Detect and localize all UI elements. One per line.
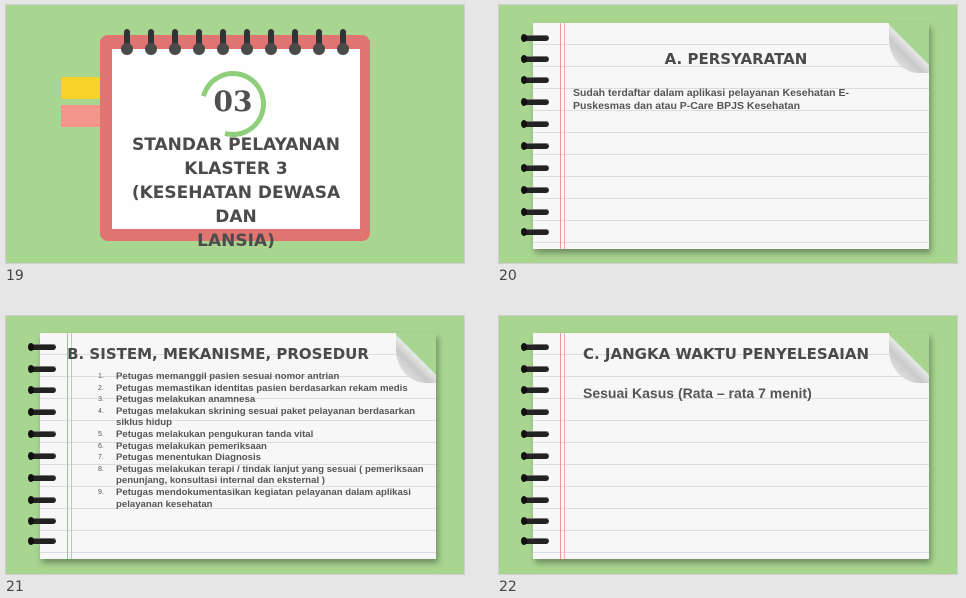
slide-title: C. JANGKA WAKTU PENYELESAIAN <box>582 345 870 363</box>
binder-ring <box>523 209 549 215</box>
binder-ring <box>523 165 549 171</box>
spiral-ring <box>340 29 346 47</box>
margin-line <box>564 333 565 559</box>
procedure-list <box>98 371 432 510</box>
spiral-ring <box>244 29 250 47</box>
list-item: Petugas memanggil pasien sesuai nomor antrian <box>116 371 340 382</box>
slide-thumbnail-19[interactable] <box>6 5 464 263</box>
slide-number: 21 <box>6 579 24 595</box>
spiral-ring <box>220 29 226 47</box>
binder-ring <box>523 518 549 524</box>
binder-ring <box>30 409 56 415</box>
notebook-paper <box>533 23 929 249</box>
slide-number: 19 <box>6 268 24 284</box>
binder-ring <box>523 387 549 393</box>
title-line: LANSIA) <box>197 231 275 251</box>
slide-thumbnail-22[interactable] <box>499 316 957 574</box>
slide-title: B. SISTEM, MEKANISME, PROSEDUR <box>67 345 369 363</box>
title-line: KLASTER 3 <box>184 159 288 179</box>
list-item: Petugas memastikan identitas pasien berdasarkan rekam medis <box>116 382 408 394</box>
binder-ring <box>523 187 549 193</box>
spiral-ring <box>148 29 154 47</box>
slide-number: 20 <box>499 268 517 284</box>
binder-ring <box>523 497 549 503</box>
spiral-ring <box>172 29 178 47</box>
list-item: Petugas melakukan skrining sesuai paket pelayanan berdasarkan siklus hidup <box>116 405 416 429</box>
title-line: STANDAR PELAYANAN <box>131 135 341 155</box>
binder-ring <box>30 344 56 350</box>
duration-text: Sesuai Kasus (Rata – rata 7 menit) <box>583 385 812 401</box>
binder-ring <box>30 431 56 437</box>
margin-line <box>67 333 68 559</box>
spiral-ring <box>316 29 322 47</box>
binder-ring <box>523 143 549 149</box>
list-item: Petugas melakukan anamnesa <box>116 394 256 406</box>
list-item: Petugas melakukan pengukuran tanda vital <box>116 428 314 440</box>
binder-ring <box>30 475 56 481</box>
margin-line <box>560 333 561 559</box>
slide-title <box>112 133 360 253</box>
binder-ring <box>523 229 549 235</box>
notebook-paper <box>533 333 929 559</box>
notebook-paper <box>40 333 436 559</box>
slide-number: 22 <box>499 579 517 595</box>
binder-ring <box>523 431 549 437</box>
spiral-ring <box>268 29 274 47</box>
binder-ring <box>30 387 56 393</box>
list-item: Petugas mendokumentasikan kegiatan pelayanan dalam aplikasi pelayanan kesehatan <box>116 486 411 510</box>
list-item: Petugas melakukan pemeriksaan <box>116 440 267 452</box>
binder-ring <box>30 518 56 524</box>
binder-ring <box>30 538 56 544</box>
binder-ring <box>523 453 549 459</box>
spiral-ring <box>292 29 298 47</box>
binder-ring <box>523 475 549 481</box>
title-line: (KESEHATAN DEWASA DAN <box>131 183 341 227</box>
margin-line <box>71 333 72 559</box>
binder-ring <box>523 344 549 350</box>
spiral-ring <box>124 29 130 47</box>
binder-ring <box>30 497 56 503</box>
section-number: 03 <box>213 85 253 118</box>
binder-ring <box>30 453 56 459</box>
binder-ring <box>523 366 549 372</box>
binder-ring <box>523 56 549 62</box>
binder-ring <box>523 538 549 544</box>
spiral-ring <box>196 29 202 47</box>
list-item: Petugas melakukan terapi / tindak lanjut yang sesuai ( pemeriksaan penunjang, konsultasi internal dan eksternal ) <box>116 463 424 487</box>
binder-ring <box>30 366 56 372</box>
list-item: Petugas menentukan Diagnosis <box>116 452 262 464</box>
binder-ring <box>523 99 549 105</box>
slide-title: A. PERSYARATAN <box>664 50 808 68</box>
slide-thumbnail-20[interactable] <box>499 5 957 263</box>
binder-ring <box>523 35 549 41</box>
requirement-text: Sudah terdaftar dalam aplikasi pelayanan Kesehatan E-Puskesmas dan atau P-Care BPJS Kesehatan <box>573 87 850 112</box>
binder-ring <box>523 409 549 415</box>
binder-ring <box>523 121 549 127</box>
slide-thumbnail-21[interactable] <box>6 316 464 574</box>
binder-ring <box>523 77 549 83</box>
